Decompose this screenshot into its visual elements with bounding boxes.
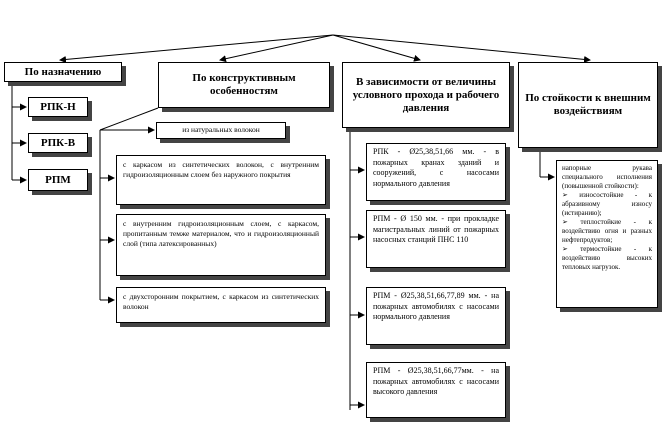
diameter-item-rpk <box>366 143 506 201</box>
design-item-label: с внутренним гидроизоляционным слоем, с каркасом, пропитанным темже материалом, что и гидроизоляционный слой (типа латексированных) <box>123 219 319 248</box>
purpose-item-rpm <box>28 169 88 191</box>
resistance-intro: напорные рукава специального исполнения (повышенной стойкости): <box>562 164 652 190</box>
diameter-item-rpm-normal <box>366 287 506 345</box>
design-item-label: из натуральных волокон <box>182 125 260 134</box>
resistance-item-thermal: ➢ термостойкие - к воздействию высоких тепловых нагрузок. <box>562 245 652 271</box>
category-resistance-label: По стойкости к внешним воздействиям <box>525 92 651 117</box>
category-resistance <box>518 62 658 148</box>
category-purpose-label: По назначению <box>24 65 102 78</box>
diameter-item-rpm-150 <box>366 210 506 268</box>
diameter-item-label: РПМ - Ø25,38,51,66,77мм. - на пожарных автомобилях с насосами высокого давления <box>373 366 499 396</box>
purpose-item-label: РПМ <box>45 174 71 186</box>
category-diameter-label: В зависимости от величины условного прохода и рабочего давления <box>352 75 500 114</box>
diameter-item-rpm-high <box>366 362 506 418</box>
design-item-synthetic <box>116 155 326 205</box>
category-diameter <box>342 62 510 128</box>
category-design <box>158 62 330 108</box>
design-item-latex <box>116 214 326 276</box>
category-design-label: По конструктивным особенностям <box>192 72 296 97</box>
diameter-item-label: РПМ - Ø 150 мм. - при прокладке магистральных линий от пожарных насосных станций ПНС 110 <box>373 214 499 244</box>
diameter-item-label: РПМ - Ø25,38,51,66,77,89 мм. - на пожарных автомобилях с насосами нормального давления <box>373 291 499 321</box>
design-item-label: с двухсторонним покрытием, с каркасом из синтетических волокон <box>123 292 319 311</box>
diameter-item-label: РПК - Ø25,38,51,66 мм. - в пожарных кранах зданий и сооружений, с насосами нормального давления <box>373 147 499 188</box>
resistance-item-wear: ➢ износостойкие - к абразивному износу (истиранию); <box>562 191 652 217</box>
design-item-double-coat <box>116 287 326 323</box>
category-purpose <box>4 62 122 82</box>
purpose-item-rpk-v <box>28 133 88 153</box>
purpose-item-rpk-n <box>28 97 88 117</box>
design-item-label: с каркасом из синтетических волокон, с внутренним гидроизоляционным слоем без наружного покрытия <box>123 160 319 179</box>
resistance-item-heat: ➢ теплостойкие - к воздействию огня и разных нефтепродуктов; <box>562 218 652 244</box>
purpose-item-label: РПК-В <box>40 137 76 149</box>
resistance-box <box>556 160 658 308</box>
purpose-item-label: РПК-Н <box>40 101 76 113</box>
design-item-natural <box>156 122 286 139</box>
